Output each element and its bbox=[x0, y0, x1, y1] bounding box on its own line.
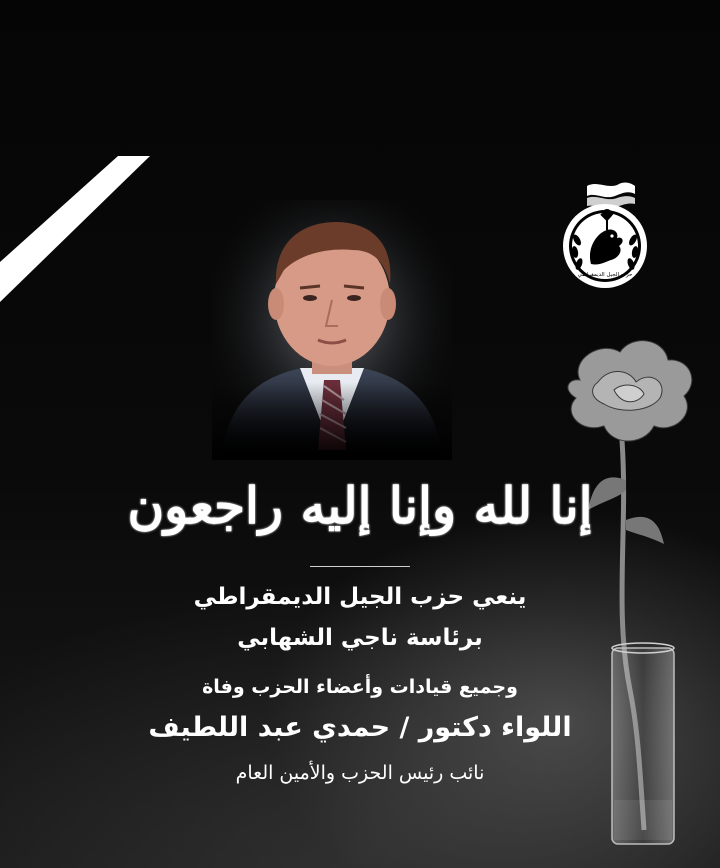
deceased-title: نائب رئيس الحزب والأمين العام bbox=[235, 762, 485, 784]
divider-line bbox=[310, 566, 410, 567]
verse-calligraphy: إنا لله وإنا إليه راجعون bbox=[127, 475, 593, 535]
deceased-name: اللواء دكتور / حمدي عبد اللطيف bbox=[148, 712, 572, 743]
portrait-photo bbox=[212, 200, 452, 460]
announcer-text: ينعي حزب الجيل الديمقراطي bbox=[193, 584, 527, 610]
party-logo-text: حزب الجيل الديمقراطي bbox=[577, 272, 633, 278]
members-text: وجميع قيادات وأعضاء الحزب وفاة bbox=[202, 676, 518, 698]
party-logo-icon bbox=[557, 180, 653, 292]
presidency-text: برئاسة ناجي الشهابي bbox=[237, 625, 483, 651]
